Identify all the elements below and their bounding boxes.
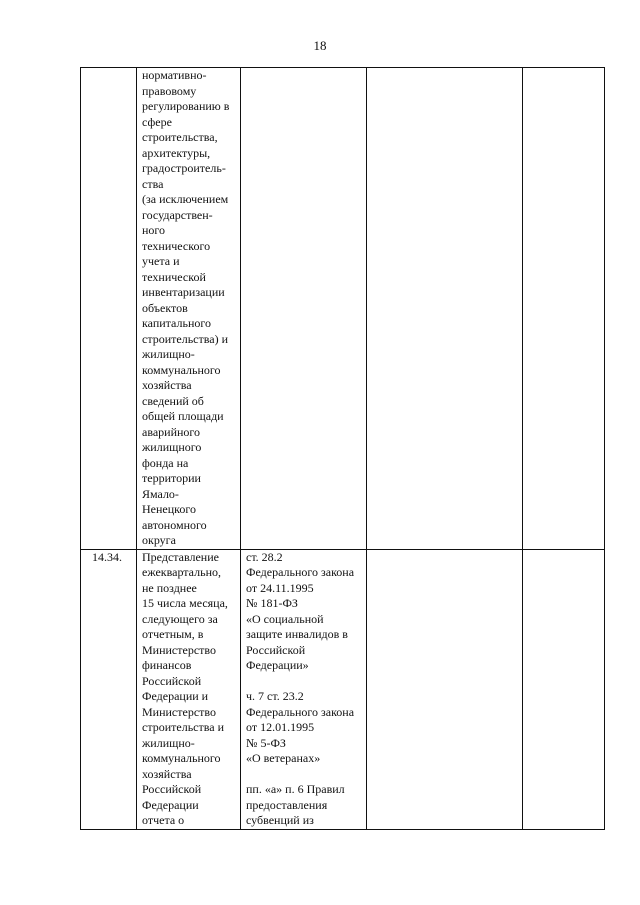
cell-text-line: от 24.11.1995 <box>246 580 314 595</box>
cell-text-line: общей площади <box>142 409 224 423</box>
cell-text-line: архитектуры, <box>142 145 211 160</box>
cell-text-line: от 12.01.1995 <box>246 720 315 734</box>
cell-text-line: сфере <box>142 114 172 129</box>
cell-text-line: строительства и <box>142 720 224 734</box>
cell-text-line: автономного <box>142 517 207 532</box>
cell-text-line: Представление <box>142 549 219 564</box>
cell-text-line: пп. «а» п. 6 Правил <box>246 782 345 796</box>
document-table <box>80 67 605 830</box>
cell-text-line: государствен- <box>142 207 213 222</box>
cell-text-line <box>246 767 362 783</box>
description-cell <box>137 549 241 829</box>
cell-text-line: технической <box>142 269 206 284</box>
cell-text-line: Российской <box>142 782 202 796</box>
empty-cell <box>367 549 523 829</box>
table-row <box>81 68 605 550</box>
empty-cell <box>523 68 605 550</box>
cell-text-line: (за исключением <box>142 192 229 206</box>
empty-cell <box>523 549 605 829</box>
empty-cell <box>367 68 523 550</box>
cell-text-line: Федерации и <box>142 689 209 703</box>
cell-text-line: ст. 28.2 <box>246 549 283 564</box>
cell-text-line: градостроитель- <box>142 161 226 175</box>
cell-text-line: защите инвалидов в <box>246 627 348 641</box>
cell-text-line: № 5-ФЗ <box>246 735 286 750</box>
cell-text-line: регулированию в <box>142 99 230 113</box>
row-number-cell: 14.34. <box>81 549 137 829</box>
cell-text-line: округа <box>142 533 176 547</box>
cell-text-line: «О социальной <box>246 611 324 626</box>
cell-text-line: жилищно- <box>142 735 195 750</box>
cell-text-line: сведений об <box>142 393 204 408</box>
cell-text-line: не позднее <box>142 580 197 595</box>
cell-text-line: фонда на <box>142 455 189 470</box>
cell-text-line: Федерации <box>142 797 199 812</box>
cell-text-line: Федерального закона <box>246 565 355 579</box>
cell-text-line: Ямало- <box>142 486 179 501</box>
cell-text-line: коммунального <box>142 751 221 765</box>
cell-text-line: 15 числа месяца, <box>142 596 228 610</box>
cell-text-line: ч. 7 ст. 23.2 <box>246 689 304 703</box>
cell-text-line: жилищного <box>142 440 202 454</box>
cell-text-line: коммунального <box>142 362 221 377</box>
cell-text-line: учета и <box>142 254 180 268</box>
cell-text-line: субвенций из <box>246 813 314 827</box>
cell-text-line: № 181-ФЗ <box>246 596 298 610</box>
cell-text-line: предоставления <box>246 797 328 812</box>
cell-text-line: хозяйства <box>142 766 192 781</box>
cell-text-line: капитального <box>142 316 211 330</box>
table-body <box>81 68 605 830</box>
cell-text-line: хозяйства <box>142 378 192 392</box>
cell-text-line: ежеквартально, <box>142 565 221 579</box>
cell-text-line: объектов <box>142 300 188 315</box>
cell-text-line: Федерального закона <box>246 704 355 719</box>
cell-text-line: аварийного <box>142 424 201 439</box>
cell-text-line: отчетным, в <box>142 627 204 641</box>
cell-text-line: Министерство <box>142 642 216 657</box>
table-row <box>81 549 605 829</box>
cell-text-line: финансов <box>142 658 192 672</box>
cell-text-line: отчета о <box>142 813 185 827</box>
legal-basis-cell <box>241 68 367 550</box>
cell-text-line: Российской <box>142 673 202 688</box>
cell-text-line: Российской <box>246 642 306 657</box>
cell-text-line: Ненецкого <box>142 502 197 516</box>
description-cell <box>137 68 241 550</box>
cell-text-line: Федерации» <box>246 658 309 672</box>
cell-text-line: правовому <box>142 83 197 98</box>
cell-text-line: технического <box>142 238 211 253</box>
cell-text-line: следующего за <box>142 611 218 626</box>
cell-text-line: нормативно- <box>142 68 207 82</box>
cell-text-line: «О ветеранах» <box>246 751 321 765</box>
page-number: 18 <box>313 38 327 53</box>
cell-text-line: жилищно- <box>142 347 195 361</box>
cell-text-line: строительства) и <box>142 331 228 346</box>
cell-text-line: строительства, <box>142 130 218 144</box>
cell-text-line <box>246 674 362 690</box>
cell-text-line: ного <box>142 223 166 237</box>
cell-text-line: территории <box>142 471 201 485</box>
cell-text-line: ства <box>142 176 164 191</box>
cell-text-line: инвентаризации <box>142 285 225 299</box>
row-number-cell <box>81 68 137 550</box>
cell-text-line: Министерство <box>142 704 216 719</box>
legal-basis-cell <box>241 549 367 829</box>
